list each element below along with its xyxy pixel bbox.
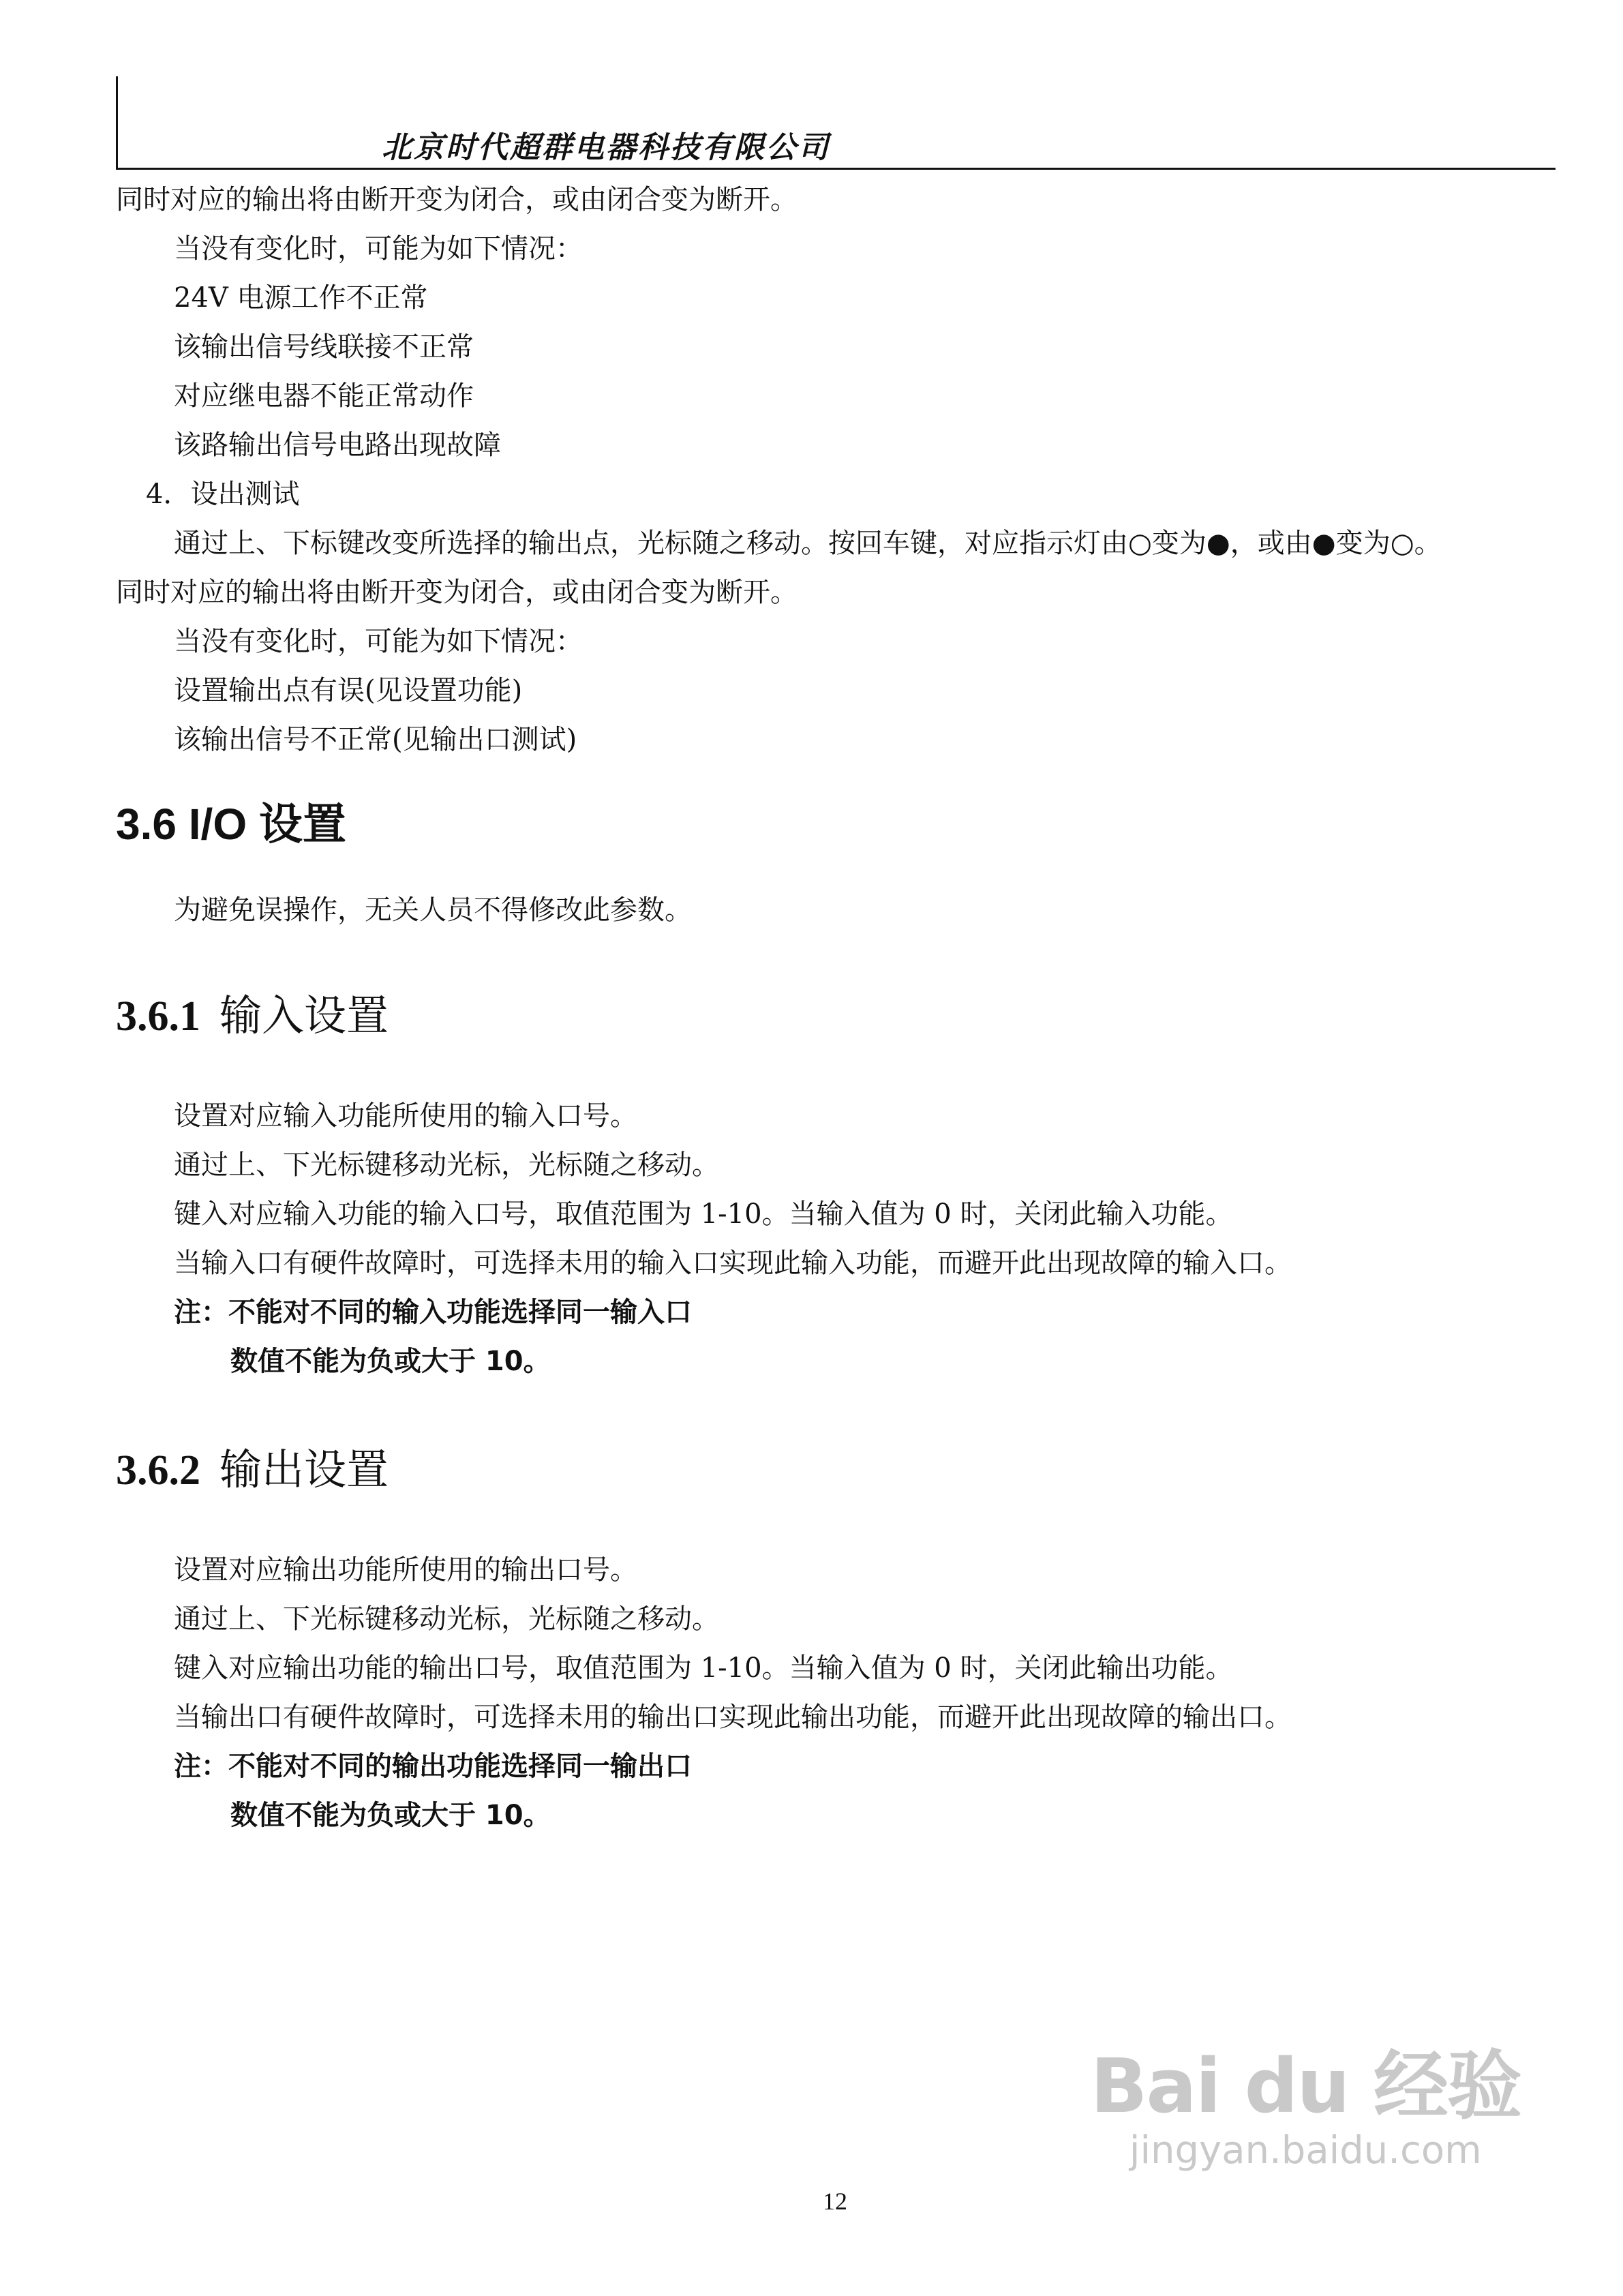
body-line: 当没有变化时，可能为如下情况： [174, 626, 583, 657]
body-line: 通过上、下标键改变所选择的输出点，光标随之移动。按回车键，对应指示灯由○变为●，或由●变为○。 [174, 528, 1442, 559]
body-line: 该输出信号线联接不正常 [174, 331, 474, 363]
list-item-heading: 4．设出测试 [146, 479, 300, 510]
section-title: 输出设置 [219, 1445, 389, 1494]
body-line: 当输入口有硬件故障时，可选择未用的输入口实现此输入功能，而避开此出现故障的输入口。 [174, 1248, 1292, 1279]
body-line: 键入对应输入功能的输入口号，取值范围为 1-10。当输入值为 0 时，关闭此输入功能。 [174, 1198, 1233, 1230]
note-line: 数值不能为负或大于 10。 [230, 1346, 551, 1377]
body-line: 通过上、下光标键移动光标，光标随之移动。 [174, 1149, 719, 1181]
body-line: 当没有变化时，可能为如下情况： [174, 233, 583, 265]
watermark-logo: Bai du 经验 [1090, 2042, 1521, 2130]
body-line: 该输出信号不正常(见输出口测试) [174, 724, 577, 755]
body-line: 设置对应输入功能所使用的输入口号。 [174, 1100, 637, 1132]
baidu-watermark [1090, 2042, 1521, 2175]
body-line: 同时对应的输出将由断开变为闭合，或由闭合变为断开。 [116, 577, 798, 608]
body-line: 同时对应的输出将由断开变为闭合，或由闭合变为断开。 [116, 184, 798, 215]
section-number: 3.6.1 [116, 993, 200, 1040]
header-horizontal-rule [116, 168, 1556, 170]
body-line: 为避免误操作，无关人员不得修改此参数。 [174, 894, 692, 926]
body-line: 键入对应输出功能的输出口号，取值范围为 1-10。当输入值为 0 时，关闭此输出功能。 [174, 1652, 1233, 1684]
body-line: 设置对应输出功能所使用的输出口号。 [174, 1554, 637, 1586]
section-title: 输入设置 [219, 991, 389, 1040]
body-line: 24V 电源工作不正常 [174, 282, 428, 314]
header-vertical-rule [116, 76, 118, 169]
watermark-url: jingyan.baidu.com [1129, 2128, 1482, 2173]
note-line: 注：不能对不同的输入功能选择同一输入口 [174, 1297, 692, 1328]
page-number: 12 [823, 2188, 847, 2215]
section-heading-3-6-2 [116, 1436, 389, 1496]
section-heading-3-6: 3.6 I/O 设置 [116, 800, 346, 849]
section-number: 3.6.2 [116, 1447, 200, 1494]
section-heading-3-6-1 [116, 982, 389, 1042]
body-line: 当输出口有硬件故障时，可选择未用的输出口实现此输出功能，而避开此出现故障的输出口。 [174, 1702, 1292, 1733]
body-line: 设置输出点有误(见设置功能) [174, 675, 523, 706]
body-line: 通过上、下光标键移动光标，光标随之移动。 [174, 1603, 719, 1635]
note-line: 数值不能为负或大于 10。 [230, 1800, 551, 1831]
note-line: 注：不能对不同的输出功能选择同一输出口 [174, 1751, 692, 1782]
body-line: 该路输出信号电路出现故障 [174, 429, 501, 461]
company-name: 北京时代超群电器科技有限公司 [382, 130, 830, 165]
body-line: 对应继电器不能正常动作 [174, 380, 474, 412]
